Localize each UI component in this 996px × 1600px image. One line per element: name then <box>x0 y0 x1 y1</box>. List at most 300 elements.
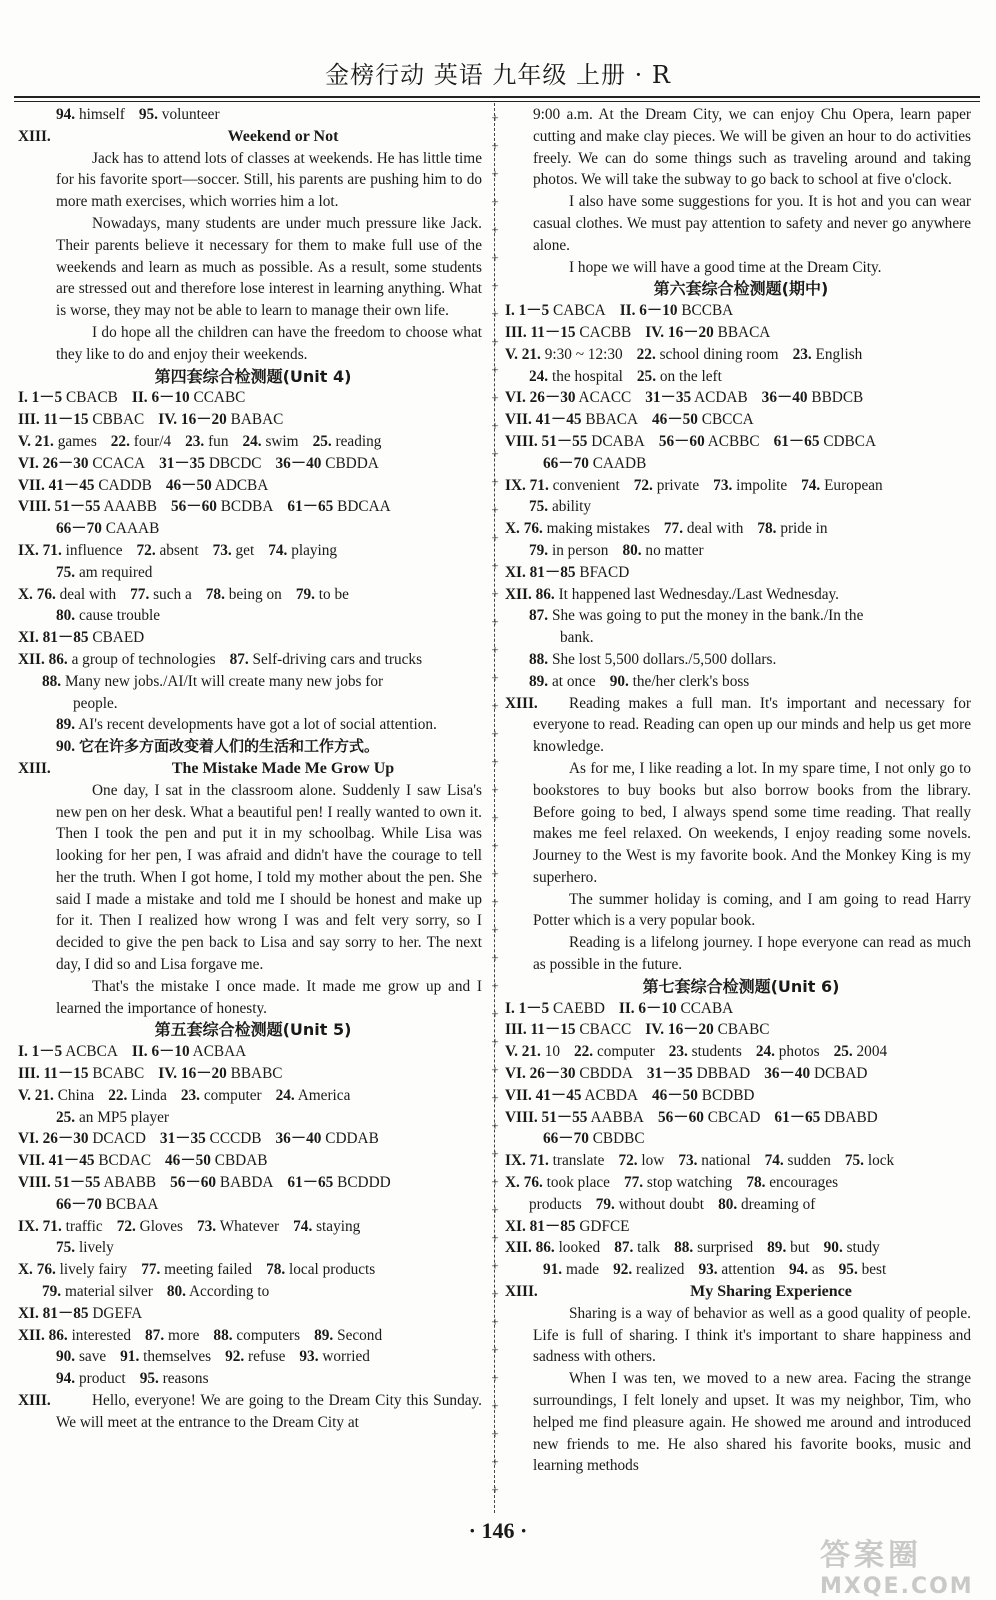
answer-text: ACBCA <box>65 1043 118 1061</box>
question-number: IX. 71. <box>18 541 62 559</box>
answer-item <box>529 498 591 515</box>
answer-item <box>18 1305 142 1322</box>
answer-item <box>505 1109 644 1126</box>
answer-item <box>658 1109 760 1126</box>
answer-item <box>242 433 298 450</box>
answer-item <box>137 542 199 559</box>
divider-plus-mark: + <box>491 1398 499 1413</box>
answer-item <box>645 1021 769 1038</box>
question-number: 75. <box>56 1239 76 1257</box>
question-number: 25. <box>56 1108 76 1126</box>
divider-plus-mark: + <box>491 194 499 209</box>
answer-text: BCDDD <box>337 1174 391 1192</box>
answer-row <box>505 562 977 584</box>
question-number: IV. 16－20 <box>645 323 714 341</box>
question-number: 46－50 <box>165 476 212 494</box>
answer-item <box>18 411 144 428</box>
answer-text: study <box>846 1239 880 1257</box>
answer-item <box>637 368 722 385</box>
answer-text: as <box>811 1261 825 1279</box>
divider-plus-mark: + <box>491 390 499 405</box>
question-number: XI. 81－85 <box>505 1217 576 1235</box>
essay-title: Weekend or Not <box>227 127 339 145</box>
answer-text: swim <box>265 432 299 450</box>
answer-item <box>276 455 379 472</box>
answer-text: CBABC <box>717 1021 770 1039</box>
answer-text: CACBB <box>579 323 632 341</box>
answer-text: English <box>815 345 863 363</box>
question-number: 72. <box>633 476 653 494</box>
answer-item <box>18 1327 131 1344</box>
essay-paragraph: Reading makes a full man. It's important and necessary for everyone to read. Reading can open up our minds and help us get more knowledge. <box>533 694 971 756</box>
answer-item <box>18 651 216 668</box>
question-number: 74. <box>801 476 821 494</box>
answer-text: Many new jobs./AI/It will create many new jobs for <box>64 672 384 690</box>
question-number: 46－50 <box>652 1086 698 1104</box>
divider-plus-mark: + <box>491 726 499 741</box>
answer-item <box>622 542 703 559</box>
question-number: 91. <box>543 1261 563 1279</box>
answer-item <box>56 1109 169 1126</box>
answer-text: CCABC <box>193 389 246 407</box>
answer-text: themselves <box>143 1348 212 1366</box>
answer-text: AAABB <box>103 498 157 516</box>
answer-row <box>18 1259 488 1281</box>
essay-body <box>505 1303 977 1477</box>
answer-row <box>18 431 488 453</box>
answer-row <box>18 736 488 758</box>
question-number: IX. 71. <box>18 1217 62 1235</box>
answer-text: am required <box>78 563 153 581</box>
question-number: 73. <box>212 541 232 559</box>
answer-row <box>505 1063 977 1085</box>
divider-plus-mark: + <box>491 950 499 965</box>
answer-text: products <box>529 1195 582 1213</box>
answer-item <box>698 1261 774 1278</box>
divider-plus-mark: + <box>491 1426 499 1441</box>
answer-text: a group of technologies <box>71 650 216 668</box>
answer-row <box>505 366 977 388</box>
essay-title: My Sharing Experience <box>690 1283 852 1301</box>
divider-plus-mark: + <box>491 558 499 573</box>
question-number: 93. <box>299 1348 319 1366</box>
question-number: 72. <box>116 1217 136 1235</box>
question-number: X. 76. <box>505 520 543 538</box>
watermark-text: 答案圈 <box>820 1538 922 1573</box>
answer-row <box>505 322 977 344</box>
answer-item <box>645 389 747 406</box>
question-number: 89. <box>529 672 549 690</box>
question-number: 75. <box>56 563 76 581</box>
answer-item <box>56 564 152 581</box>
question-number: 90. <box>609 672 629 690</box>
answer-item <box>18 1065 144 1082</box>
answer-text: CBCCA <box>701 411 754 429</box>
answer-item <box>574 1043 655 1060</box>
answer-text: ACBAA <box>192 1043 247 1061</box>
answer-row <box>18 1325 488 1347</box>
answer-item <box>637 346 779 363</box>
answer-item <box>762 389 864 406</box>
header-rule <box>14 96 980 98</box>
question-number: VIII. 51－55 <box>505 432 588 450</box>
answer-row <box>505 1041 977 1063</box>
answer-text: bank. <box>560 629 594 647</box>
answer-text: convenient <box>552 476 620 494</box>
divider-plus-mark: + <box>491 1286 499 1301</box>
answer-row <box>18 1128 488 1150</box>
answer-item <box>145 1327 199 1344</box>
answer-text: DBABD <box>824 1108 878 1126</box>
question-number: 91. <box>120 1348 140 1366</box>
answer-row <box>18 1346 488 1368</box>
answer-item <box>505 1087 638 1104</box>
answer-text: CAADB <box>592 454 647 472</box>
answer-item <box>634 477 699 494</box>
answer-item <box>18 586 116 603</box>
answer-item <box>678 1152 750 1169</box>
answer-item <box>132 1043 246 1060</box>
question-number: 24. <box>755 1043 775 1061</box>
question-number: VII. 41－45 <box>505 411 582 429</box>
essay-paragraph: As for me, I like reading a lot. In my spare time, I not only go to bookstores to buy books but also borrow books from the library. Before going to bed, I always spend some time reading. That really makes me feel relaxed. On weekends, I enjoy reading some novels. Journey to the West is my favorite book. And the Monkey King is my superhero. <box>533 759 971 886</box>
answer-item <box>543 1130 645 1147</box>
question-number: I. 1－5 <box>505 302 550 320</box>
answer-item <box>529 1196 582 1213</box>
question-number: 66－70 <box>56 1195 102 1213</box>
answer-text: worried <box>322 1348 370 1366</box>
question-number: VI. 26－30 <box>18 454 89 472</box>
answer-text: CDDAB <box>325 1130 379 1148</box>
answer-item <box>529 607 863 624</box>
answer-text: She was going to put the money in the bank./In the <box>551 607 864 625</box>
answer-item <box>529 368 623 385</box>
answer-row <box>18 496 488 518</box>
answer-text: realized <box>636 1261 685 1279</box>
chinese-answer: 它在许多方面改变着人们的生活和工作方式。 <box>78 737 379 756</box>
answer-text: AI's recent developments have got a lot of social attention. <box>78 716 437 734</box>
answer-item <box>756 1043 820 1060</box>
answer-text: DGEFA <box>92 1304 143 1322</box>
essay-body <box>18 1390 488 1434</box>
divider-plus-mark: + <box>491 250 499 265</box>
answer-row <box>18 453 488 475</box>
answer-item <box>652 1087 754 1104</box>
answer-item <box>213 1327 300 1344</box>
answer-text: himself <box>78 106 125 123</box>
answer-item <box>293 1218 360 1235</box>
question-number: V. 21. <box>18 432 54 450</box>
question-number: 80. <box>56 607 76 625</box>
answer-item <box>165 1152 267 1169</box>
answer-item <box>287 498 390 515</box>
answer-text: DCACD <box>92 1130 146 1148</box>
divider-plus-mark: + <box>491 1090 499 1105</box>
question-number: IV. 16－20 <box>158 1065 227 1083</box>
question-number: IX. 71. <box>505 1152 549 1170</box>
question-number: II. 6－10 <box>131 389 190 407</box>
question-number: 23. <box>668 1043 688 1061</box>
question-number: 89. <box>314 1326 334 1344</box>
divider-plus-mark: + <box>491 810 499 825</box>
answer-row <box>18 1041 488 1063</box>
answer-row <box>505 300 977 322</box>
answer-text: ability <box>551 498 592 516</box>
answer-text: ACBBC <box>707 432 760 450</box>
answer-item <box>669 1043 742 1060</box>
answer-item <box>73 695 118 712</box>
essay-paragraph: That's the mistake I once made. It made me grow up and I learned the importance of honesty. <box>56 977 482 1017</box>
essay-paragraph: 9:00 a.m. At the Dream City, we can enjoy Chu Opera, learn paper cutting and make clay pieces. We will be given an hour to do activities freely. We can do some things such as traveling around and taking photos. We will take the subway to go back to school at five o'clock. <box>533 106 971 189</box>
question-number: XII. 86. <box>18 1326 68 1344</box>
answer-text: more <box>167 1326 200 1344</box>
essay-heading <box>505 1281 977 1303</box>
essay-paragraph: I hope we will have a good time at the Dream City. <box>569 258 882 276</box>
answer-text: BCDAC <box>98 1152 152 1170</box>
answer-row <box>18 409 488 431</box>
page-header: 金榜行动 英语 九年级 上册 · R <box>325 61 671 89</box>
answer-text: being on <box>228 585 282 603</box>
question-number: I. 1－5 <box>505 999 550 1017</box>
divider-plus-mark: + <box>491 922 499 937</box>
answer-row <box>505 605 977 627</box>
question-number: 36－40 <box>761 389 808 407</box>
answer-item <box>111 433 171 450</box>
question-number: II. 6－10 <box>131 1043 190 1061</box>
answer-text: Second <box>337 1326 383 1344</box>
essay-paragraph: I also have some suggestions for you. It is hot and you can wear casual clothes. We must pay attention to safety and never go anywhere alone. <box>533 193 971 254</box>
divider-plus-mark: + <box>491 1258 499 1273</box>
answer-text: material silver <box>64 1283 153 1301</box>
essay-paragraph: Hello, everyone! We are going to the Dream City this Sunday. We will meet at the entrance to the Dream City at <box>56 1392 482 1431</box>
answer-text: BFACD <box>579 563 630 581</box>
answer-item <box>56 1196 158 1213</box>
question-number: 89. <box>56 716 76 734</box>
question-number: 31－35 <box>646 1065 693 1083</box>
divider-plus-mark: + <box>491 530 499 545</box>
question-number: 77. <box>623 1174 644 1192</box>
question-number: 66－70 <box>56 520 102 538</box>
answer-item <box>529 673 596 690</box>
answer-text: ACDAB <box>694 389 748 407</box>
essay-heading <box>18 758 488 780</box>
question-number: IV. 16－20 <box>158 411 227 429</box>
divider-plus-mark: + <box>491 502 499 517</box>
question-number: 31－35 <box>159 454 205 472</box>
answer-item <box>845 1152 894 1169</box>
question-number: XII. 86. <box>505 1239 555 1257</box>
answer-text: but <box>790 1239 810 1257</box>
answer-item <box>596 1196 704 1213</box>
question-number: III. 11－15 <box>505 1021 576 1039</box>
answer-text: ACACC <box>578 389 632 407</box>
answer-row <box>18 104 488 126</box>
answer-text: staying <box>316 1217 361 1235</box>
header-rule-thin <box>14 101 980 102</box>
answer-text: reasons <box>162 1370 209 1388</box>
answer-text: 10 <box>544 1043 560 1061</box>
answer-text: It happened last Wednesday./Last Wednesday. <box>558 585 840 603</box>
answer-row <box>505 584 977 606</box>
answer-text: absent <box>159 541 199 559</box>
answer-text: BBABC <box>230 1065 283 1083</box>
divider-plus-mark: + <box>491 782 499 797</box>
question-number: 75. <box>529 498 549 516</box>
answer-item <box>764 1065 867 1082</box>
question-number: 56－60 <box>657 1108 704 1126</box>
question-number: VII. 41－45 <box>18 476 95 494</box>
answer-item <box>505 389 631 406</box>
answer-item <box>620 302 733 319</box>
answer-row <box>18 1085 488 1107</box>
answer-text: CAAAB <box>105 520 160 538</box>
section-title: 第五套综合检测题(Unit 5) <box>154 1020 352 1040</box>
question-number: 36－40 <box>275 1130 322 1148</box>
answer-item <box>141 1261 252 1278</box>
question-number: V. 21. <box>505 345 541 363</box>
answer-item <box>42 1283 153 1300</box>
answer-text: GDFCE <box>579 1217 630 1235</box>
answer-item <box>166 477 268 494</box>
section-title: 第七套综合检测题(Unit 6) <box>642 976 840 996</box>
answer-text: CABCA <box>553 302 606 320</box>
answer-text: such a <box>153 585 192 603</box>
question-number: VIII. 51－55 <box>18 498 101 516</box>
answer-item <box>505 411 638 428</box>
answer-row <box>505 671 977 693</box>
question-number: X. 76. <box>18 585 56 603</box>
answer-row <box>18 627 488 649</box>
divider-plus-mark: + <box>491 1454 499 1469</box>
answer-item <box>170 1174 273 1191</box>
answer-text: BABDA <box>219 1174 274 1192</box>
answer-item <box>543 1261 599 1278</box>
answer-text: BBACA <box>585 411 639 429</box>
answer-row <box>505 453 977 475</box>
answer-row <box>505 518 977 540</box>
question-number: 80. <box>622 541 642 559</box>
divider-plus-mark: + <box>491 670 499 685</box>
answer-item <box>614 1239 660 1256</box>
answer-text: dreaming of <box>741 1195 816 1213</box>
question-number: 77. <box>141 1261 161 1279</box>
answer-text: lively fairy <box>59 1261 128 1279</box>
question-number: 87. <box>229 650 249 668</box>
answer-row <box>18 1303 488 1325</box>
essay-paragraph: Reading is a lifelong journey. I hope everyone can read as much as possible in the future. <box>533 934 971 974</box>
question-number: XI. 81－85 <box>18 1304 89 1322</box>
answer-item <box>718 1196 815 1213</box>
answer-item <box>664 520 743 537</box>
answer-text: on the left <box>659 367 722 385</box>
answer-row <box>18 1368 488 1390</box>
answer-item <box>505 477 620 494</box>
divider-plus-mark: + <box>491 586 499 601</box>
answer-text: BDCAA <box>337 498 391 516</box>
answer-text: DCBAD <box>813 1065 868 1083</box>
answer-item <box>276 1130 379 1147</box>
question-number: 73. <box>197 1217 217 1235</box>
essay-title: The Mistake Made Me Grow Up <box>171 759 395 777</box>
answer-row <box>505 475 977 497</box>
answer-text: the/her clerk's boss <box>632 672 750 690</box>
question-number: 61－65 <box>287 1174 334 1192</box>
answer-text: BBDCB <box>811 389 864 407</box>
answer-item <box>505 1239 600 1256</box>
question-number: 24. <box>242 432 262 450</box>
answer-item <box>18 433 97 450</box>
question-number: 77. <box>130 585 150 603</box>
divider-plus-mark: + <box>491 698 499 713</box>
question-number: II. 6－10 <box>619 302 678 320</box>
question-number: 80. <box>166 1283 186 1301</box>
answer-item <box>197 1218 279 1235</box>
essay-heading <box>18 126 488 148</box>
answer-row <box>505 1085 977 1107</box>
answer-text: CAEBD <box>553 999 605 1017</box>
answer-text: Whatever <box>219 1217 280 1235</box>
section-label: XIII. <box>18 759 51 777</box>
question-number: 94. <box>788 1261 809 1279</box>
answer-item <box>139 106 220 123</box>
divider-plus-mark: + <box>491 166 499 181</box>
answer-row <box>18 671 488 693</box>
question-number: 87. <box>614 1239 634 1257</box>
answer-item <box>18 542 123 559</box>
answer-text: games <box>57 432 97 450</box>
essay-paragraph: I do hope all the children can have the freedom to choose what they like to do and enjoy their weekends. <box>56 323 482 363</box>
answer-text: computers <box>236 1326 301 1344</box>
answer-text: 2004 <box>856 1043 888 1061</box>
answer-text: CBACC <box>579 1021 632 1039</box>
divider-plus-mark: + <box>491 278 499 293</box>
answer-item <box>767 1239 810 1256</box>
question-number: 79. <box>295 585 315 603</box>
question-number: 92. <box>613 1261 633 1279</box>
divider-plus-mark: + <box>491 1230 499 1245</box>
answer-text: 9:30 ~ 12:30 <box>544 345 623 363</box>
question-number: VII. 41－45 <box>505 1086 582 1104</box>
answer-item <box>560 629 594 646</box>
answer-text: ACBDA <box>584 1086 639 1104</box>
answer-item <box>624 1174 732 1191</box>
divider-plus-mark: + <box>491 138 499 153</box>
answer-text: volunteer <box>161 106 220 123</box>
answer-item <box>505 586 839 603</box>
question-number: III. 11－15 <box>505 323 576 341</box>
answer-item <box>618 1152 664 1169</box>
answer-row <box>505 998 977 1020</box>
answer-text: pride in <box>780 520 828 538</box>
question-number: VI. 26－30 <box>505 389 576 407</box>
answer-text: influence <box>65 541 123 559</box>
answer-item <box>213 542 255 559</box>
answer-row <box>505 1128 977 1150</box>
answer-item <box>56 1370 126 1387</box>
answer-item <box>529 651 776 668</box>
answer-item <box>160 1130 262 1147</box>
divider-plus-mark: + <box>491 1062 499 1077</box>
answer-item <box>18 629 144 646</box>
answer-row <box>18 540 488 562</box>
question-number: 56－60 <box>658 432 705 450</box>
answer-item <box>158 1065 282 1082</box>
answer-row <box>18 562 488 584</box>
answer-item <box>287 1174 390 1191</box>
answer-text: get <box>235 541 255 559</box>
answer-item <box>18 1261 127 1278</box>
answer-item <box>824 1239 880 1256</box>
